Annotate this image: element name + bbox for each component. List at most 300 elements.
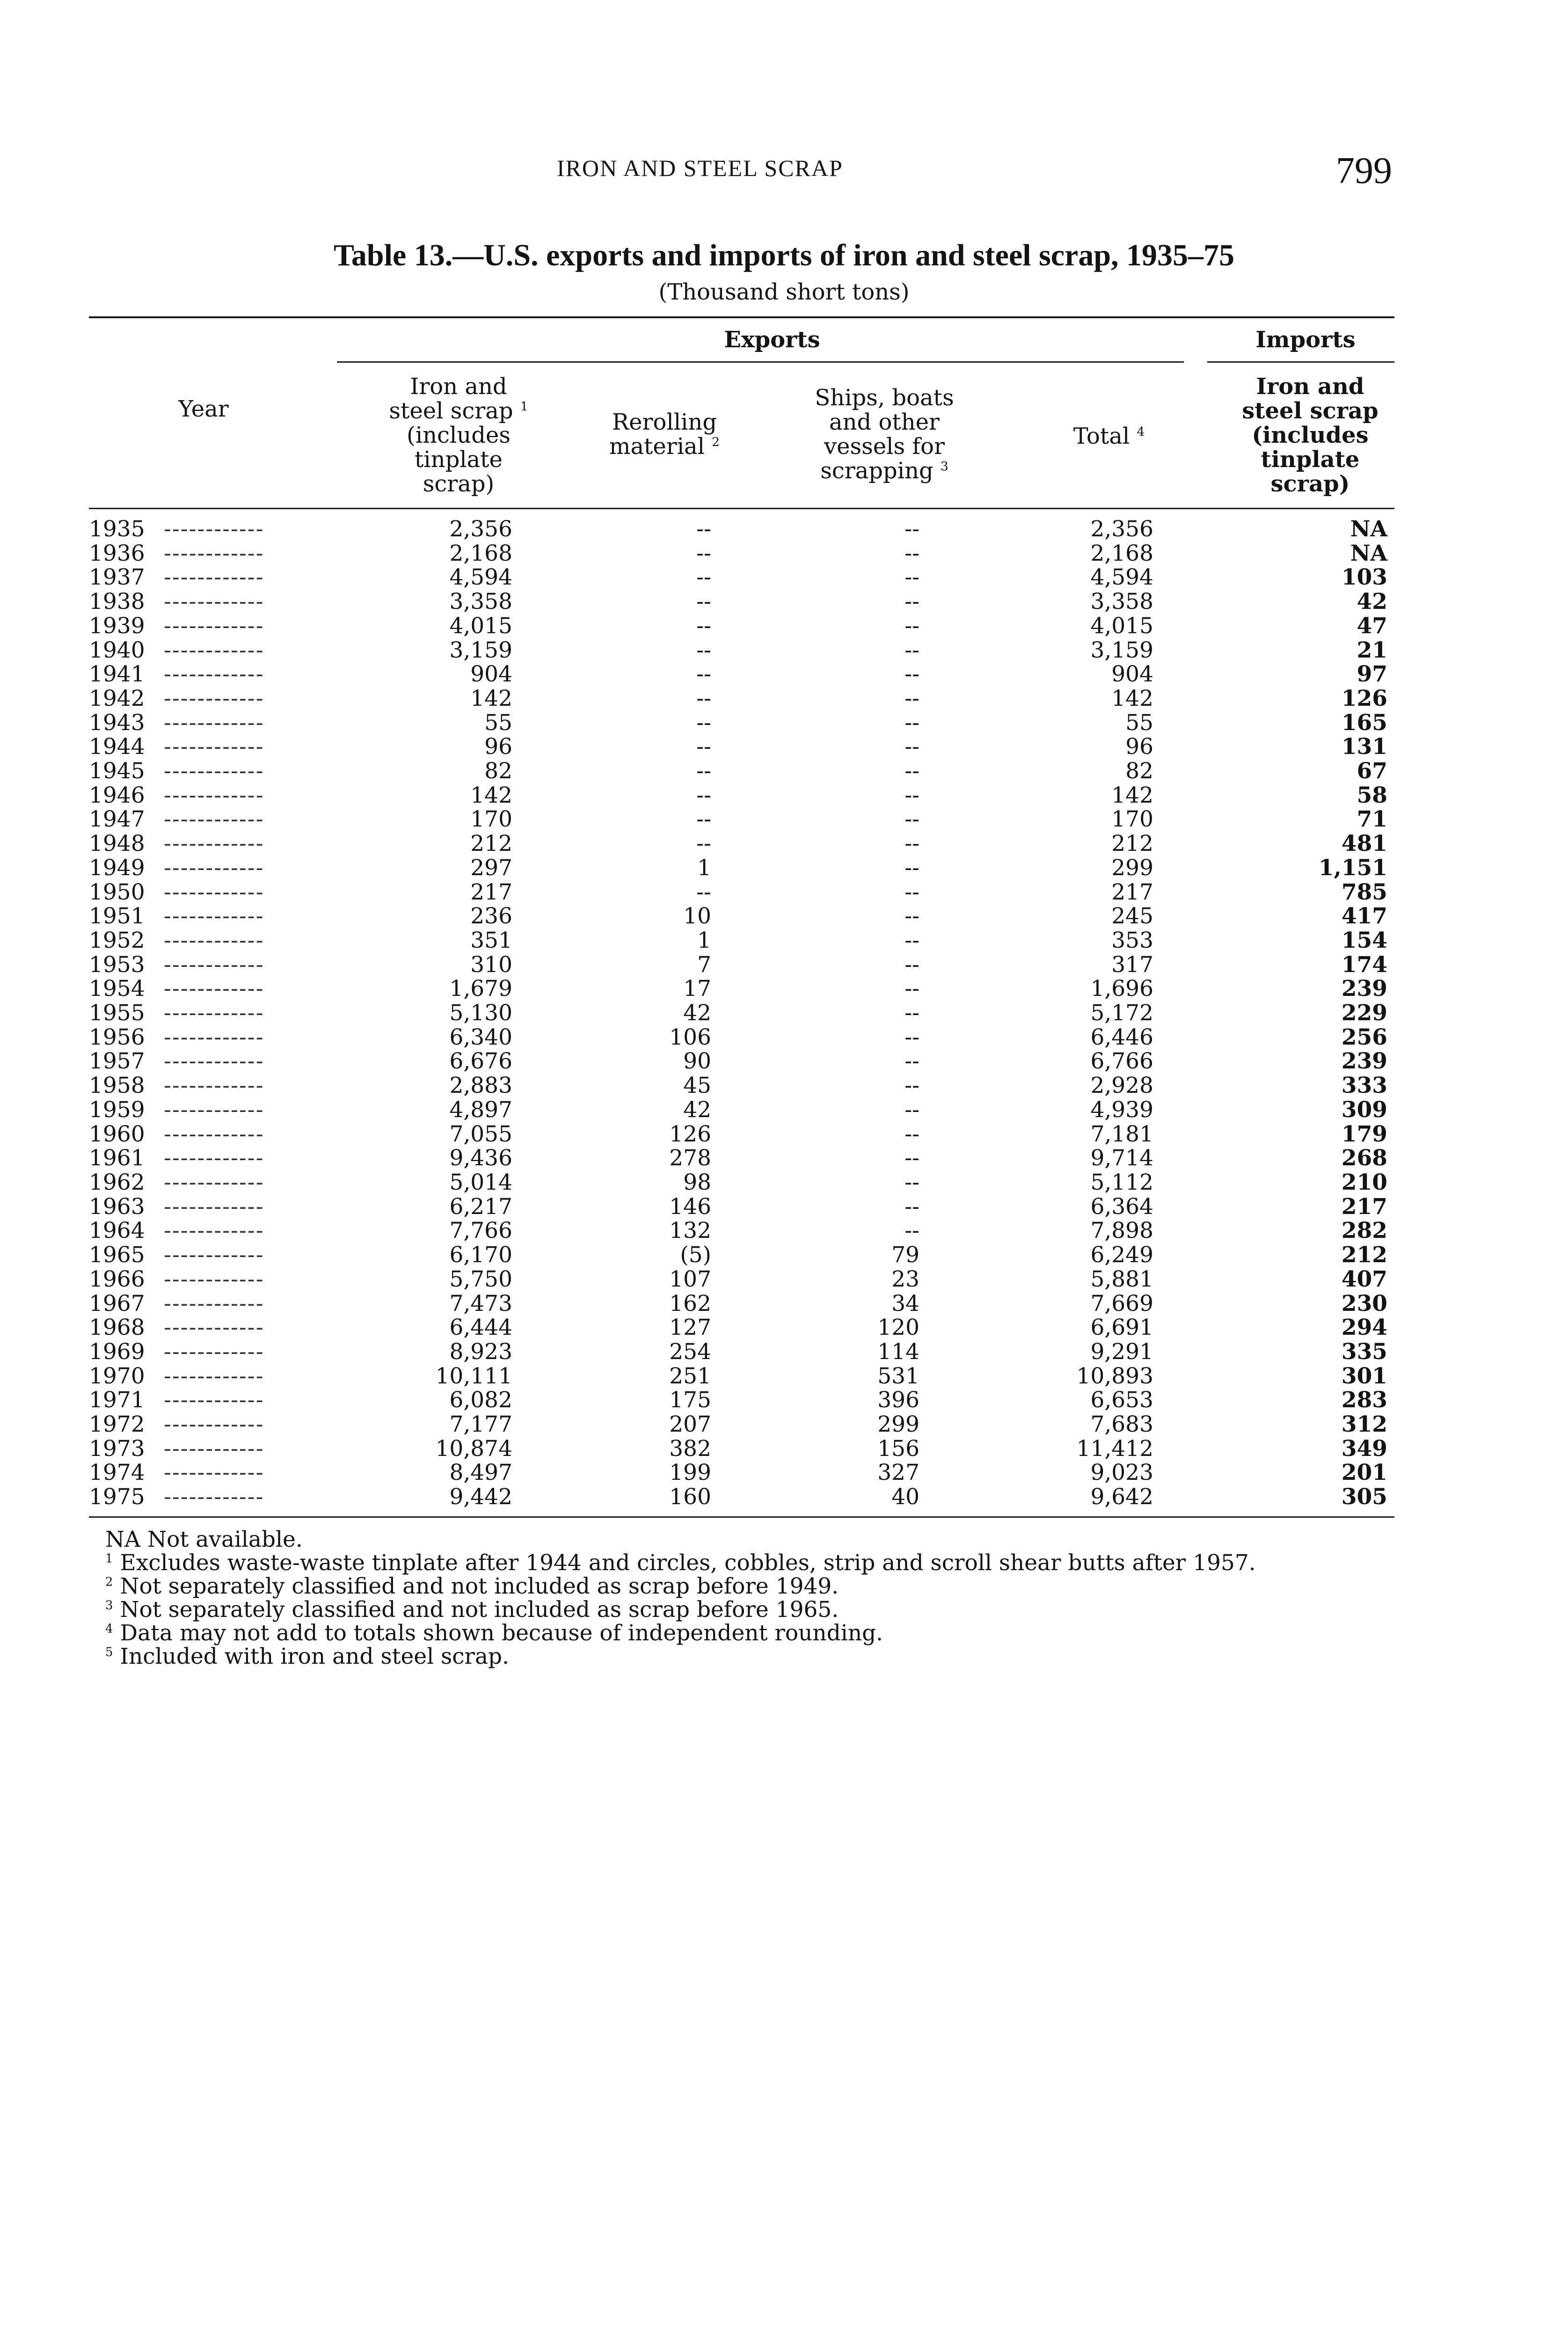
rerolling-cell: 10 (683, 903, 711, 929)
rerolling-cell: 1 (697, 927, 711, 953)
leader-dots: ------------ (164, 1169, 264, 1195)
imports-cell: 301 (1341, 1363, 1387, 1389)
rerolling-cell: -- (696, 637, 711, 663)
leader-dots: ------------ (164, 1290, 264, 1316)
year-cell: 1974 (89, 1460, 145, 1486)
scrap-header-line: (includes (407, 422, 511, 448)
leader-dots: ------------ (164, 540, 264, 566)
total-cell: 82 (1125, 758, 1153, 784)
imports-cell: 42 (1357, 589, 1387, 615)
year-cell: 1949 (89, 855, 145, 881)
total-cell: 9,714 (1090, 1145, 1153, 1171)
ships-cell: -- (904, 1000, 919, 1026)
imports-cell: 47 (1357, 613, 1387, 639)
rerolling-cell: -- (696, 758, 711, 784)
leader-dots: ------------ (164, 1411, 264, 1438)
leader-dots: ------------ (164, 951, 264, 978)
table-row (89, 1025, 1387, 1050)
year-cell: 1939 (89, 613, 145, 639)
rerolling-cell: 7 (697, 951, 711, 978)
scrap-cell: 2,168 (449, 540, 512, 566)
rerolling-cell: (5) (680, 1242, 711, 1268)
scrap-cell: 217 (470, 879, 512, 905)
total-cell: 212 (1111, 831, 1153, 857)
year-cell: 1935 (89, 516, 145, 542)
scrap-cell: 4,897 (449, 1097, 512, 1123)
total-cell: 11,412 (1076, 1435, 1153, 1462)
leader-dots: ------------ (164, 564, 264, 591)
year-cell: 1955 (89, 1000, 145, 1026)
exports-group-header: Exports (724, 327, 820, 353)
year-cell: 1946 (89, 782, 145, 808)
scrap-column-header (370, 374, 547, 496)
imports-cell: 103 (1341, 564, 1387, 591)
imports-header-line: (includes (1252, 422, 1369, 448)
leader-dots: ------------ (164, 613, 264, 639)
leader-dots: ------------ (164, 1073, 264, 1099)
ships-cell: -- (904, 903, 919, 929)
leader-dots: ------------ (164, 903, 264, 929)
scrap-cell: 297 (470, 855, 512, 881)
scrap-header-line: scrap) (423, 471, 495, 497)
scrap-cell: 8,923 (449, 1338, 512, 1365)
leader-dots: ------------ (164, 927, 264, 953)
leader-dots: ------------ (164, 1460, 264, 1486)
table-row (89, 638, 1387, 663)
rerolling-cell: 160 (669, 1484, 711, 1510)
imports-cell: 174 (1341, 951, 1387, 978)
year-cell: 1973 (89, 1435, 145, 1462)
header-rule (89, 508, 1394, 509)
rerolling-cell: 1 (697, 855, 711, 881)
imports-cell: 239 (1341, 1048, 1387, 1075)
total-cell: 142 (1111, 782, 1153, 808)
leader-dots: ------------ (164, 1121, 264, 1147)
ships-cell: 34 (891, 1290, 919, 1316)
leader-dots: ------------ (164, 976, 264, 1002)
bottom-rule (89, 1516, 1394, 1518)
ships-cell: -- (904, 1169, 919, 1195)
leader-dots: ------------ (164, 709, 264, 736)
imports-underline (1207, 361, 1394, 363)
table-row (89, 1146, 1387, 1170)
ships-cell: 156 (877, 1435, 919, 1462)
ships-cell: -- (904, 831, 919, 857)
scrap-cell: 9,442 (449, 1484, 512, 1510)
year-cell: 1957 (89, 1048, 145, 1075)
total-cell: 4,015 (1090, 613, 1153, 639)
leader-dots: ------------ (164, 661, 264, 687)
ships-cell: -- (904, 516, 919, 542)
table-title: Table 13.—U.S. exports and imports of iron and steel scrap, 1935–75 (333, 238, 1235, 272)
scrap-cell: 7,766 (449, 1218, 512, 1244)
table-row (89, 517, 1387, 541)
leader-dots: ------------ (164, 589, 264, 615)
table-row (89, 1340, 1387, 1364)
leader-dots: ------------ (164, 637, 264, 663)
scrap-header-line: Iron and (410, 373, 507, 400)
year-cell: 1975 (89, 1484, 145, 1510)
table-row (89, 1267, 1387, 1292)
scrap-cell: 170 (470, 806, 512, 833)
scrap-cell: 6,170 (449, 1242, 512, 1268)
table-row (89, 1098, 1387, 1122)
total-cell: 299 (1111, 855, 1153, 881)
ships-cell: 120 (877, 1315, 919, 1341)
imports-cell: 154 (1341, 927, 1387, 953)
ships-cell: -- (904, 1097, 919, 1123)
year-cell: 1952 (89, 927, 145, 953)
total-cell: 6,364 (1090, 1193, 1153, 1220)
imports-cell: 67 (1357, 758, 1387, 784)
table-row (89, 832, 1387, 856)
total-cell: 9,023 (1090, 1460, 1153, 1486)
table-row (89, 856, 1387, 880)
scrap-cell: 9,436 (449, 1145, 512, 1171)
leader-dots: ------------ (164, 1338, 264, 1365)
imports-cell: NA (1350, 516, 1387, 542)
year-cell: 1969 (89, 1338, 145, 1365)
rerolling-cell: 278 (669, 1145, 711, 1171)
rerolling-cell: 382 (669, 1435, 711, 1462)
table-row (89, 1292, 1387, 1316)
scrap-cell: 351 (470, 927, 512, 953)
rerolling-cell: -- (696, 516, 711, 542)
rerolling-header-line: Rerolling (612, 409, 717, 435)
rerolling-cell: 146 (669, 1193, 711, 1220)
imports-header-line: Iron and (1256, 373, 1364, 400)
imports-header-line: tinplate (1261, 446, 1360, 473)
scrap-cell: 3,358 (449, 589, 512, 615)
rerolling-cell: -- (696, 661, 711, 687)
ships-cell: -- (904, 927, 919, 953)
table-row (89, 541, 1387, 566)
imports-cell: 201 (1341, 1460, 1387, 1486)
rerolling-cell: 251 (669, 1363, 711, 1389)
ships-cell: -- (904, 1048, 919, 1075)
year-cell: 1970 (89, 1363, 145, 1389)
scrap-cell: 96 (484, 734, 512, 760)
imports-cell: 282 (1341, 1218, 1387, 1244)
imports-cell: 229 (1341, 1000, 1387, 1026)
rerolling-cell: 162 (669, 1290, 711, 1316)
leader-dots: ------------ (164, 516, 264, 542)
rerolling-cell: 106 (669, 1024, 711, 1050)
ships-cell: -- (904, 564, 919, 591)
footnote-1: $^1$ Excludes waste-waste tinplate after 1944 and circles, cobbles, strip and scroll shear butts after 1957. (105, 1550, 1256, 1576)
rerolling-cell: 175 (669, 1387, 711, 1413)
scrap-header-line: tinplate (415, 446, 503, 473)
rerolling-cell: -- (696, 685, 711, 711)
imports-group-header: Imports (1255, 327, 1356, 353)
year-cell: 1950 (89, 879, 145, 905)
scrap-cell: 310 (470, 951, 512, 978)
ships-header-line: scrapping $^3$ (820, 458, 948, 484)
imports-cell: 349 (1341, 1435, 1387, 1462)
year-cell: 1956 (89, 1024, 145, 1050)
scrap-cell: 8,497 (449, 1460, 512, 1486)
total-cell: 6,653 (1090, 1387, 1153, 1413)
year-cell: 1954 (89, 976, 145, 1002)
rerolling-cell: -- (696, 831, 711, 857)
running-head: IRON AND STEEL SCRAP (557, 155, 843, 181)
total-cell: 2,356 (1090, 516, 1153, 542)
rerolling-cell: 42 (683, 1000, 711, 1026)
rerolling-cell: -- (696, 540, 711, 566)
total-cell: 245 (1111, 903, 1153, 929)
ships-cell: -- (904, 951, 919, 978)
table-row (89, 904, 1387, 929)
total-cell: 6,446 (1090, 1024, 1153, 1050)
total-cell: 5,881 (1090, 1266, 1153, 1292)
total-column-header: Total $^4$ (1073, 423, 1145, 449)
ships-cell: -- (904, 855, 919, 881)
ships-cell: 531 (877, 1363, 919, 1389)
scrap-cell: 7,473 (449, 1290, 512, 1316)
imports-cell: 97 (1357, 661, 1387, 687)
table-subtitle: (Thousand short tons) (658, 279, 910, 305)
total-cell: 904 (1111, 661, 1153, 687)
table-row (89, 590, 1387, 614)
table-row (89, 929, 1387, 953)
total-cell: 353 (1111, 927, 1153, 953)
year-cell: 1963 (89, 1193, 145, 1220)
table-row (89, 1074, 1387, 1098)
imports-cell: 230 (1341, 1290, 1387, 1316)
scrap-header-line: steel scrap $^1$ (389, 398, 528, 424)
table-row (89, 1461, 1387, 1485)
ships-cell: -- (904, 1218, 919, 1244)
rerolling-cell: -- (696, 879, 711, 905)
ships-cell: 299 (877, 1411, 919, 1438)
total-cell: 3,159 (1090, 637, 1153, 663)
data-table (89, 517, 1387, 1509)
rerolling-cell: -- (696, 564, 711, 591)
scrap-cell: 7,177 (449, 1411, 512, 1438)
table-row (89, 1122, 1387, 1147)
imports-cell: 407 (1341, 1266, 1387, 1292)
imports-cell: 256 (1341, 1024, 1387, 1050)
imports-cell: 283 (1341, 1387, 1387, 1413)
table-row (89, 614, 1387, 638)
scrap-cell: 142 (470, 782, 512, 808)
imports-header-line: steel scrap (1242, 398, 1378, 424)
leader-dots: ------------ (164, 1484, 264, 1510)
scrap-cell: 5,130 (449, 1000, 512, 1026)
imports-cell: 333 (1341, 1073, 1387, 1099)
ships-cell: -- (904, 613, 919, 639)
leader-dots: ------------ (164, 1097, 264, 1123)
year-column-header: Year (178, 396, 229, 422)
imports-cell: 239 (1341, 976, 1387, 1002)
scrap-cell: 6,082 (449, 1387, 512, 1413)
imports-cell: 312 (1341, 1411, 1387, 1438)
ships-cell: -- (904, 782, 919, 808)
total-cell: 7,898 (1090, 1218, 1153, 1244)
year-cell: 1941 (89, 661, 145, 687)
ships-cell: -- (904, 589, 919, 615)
ships-cell: -- (904, 1121, 919, 1147)
scrap-cell: 10,111 (435, 1363, 512, 1389)
scrap-cell: 5,014 (449, 1169, 512, 1195)
rerolling-cell: 132 (669, 1218, 711, 1244)
year-cell: 1938 (89, 589, 145, 615)
top-rule (89, 316, 1394, 318)
ships-cell: 40 (891, 1484, 919, 1510)
imports-cell: 71 (1357, 806, 1387, 833)
rerolling-cell: 199 (669, 1460, 711, 1486)
leader-dots: ------------ (164, 1024, 264, 1050)
table-row (89, 735, 1387, 759)
rerolling-column-header (590, 410, 739, 459)
leader-dots: ------------ (164, 831, 264, 857)
leader-dots: ------------ (164, 1000, 264, 1026)
leader-dots: ------------ (164, 1387, 264, 1413)
rerolling-cell: -- (696, 806, 711, 833)
rerolling-cell: 17 (683, 976, 711, 1002)
ships-cell: -- (904, 661, 919, 687)
ships-header-line: vessels for (824, 433, 945, 460)
rerolling-cell: -- (696, 782, 711, 808)
imports-cell: 212 (1341, 1242, 1387, 1268)
year-cell: 1966 (89, 1266, 145, 1292)
leader-dots: ------------ (164, 879, 264, 905)
table-row (89, 687, 1387, 711)
year-cell: 1944 (89, 734, 145, 760)
ships-cell: -- (904, 685, 919, 711)
leader-dots: ------------ (164, 1218, 264, 1244)
table-row (89, 783, 1387, 808)
year-cell: 1967 (89, 1290, 145, 1316)
ships-cell: -- (904, 734, 919, 760)
scrap-cell: 6,217 (449, 1193, 512, 1220)
table-row (89, 807, 1387, 832)
footnote-na: NA Not available. (105, 1527, 303, 1552)
scrap-cell: 904 (470, 661, 512, 687)
year-cell: 1964 (89, 1218, 145, 1244)
scrap-cell: 55 (484, 709, 512, 736)
footnotes (91, 1528, 1392, 1668)
footnote-5: $^5$ Included with iron and steel scrap. (105, 1644, 510, 1669)
imports-cell: 417 (1341, 903, 1387, 929)
table-row (89, 759, 1387, 783)
imports-cell: 131 (1341, 734, 1387, 760)
rerolling-cell: -- (696, 589, 711, 615)
total-cell: 7,669 (1090, 1290, 1153, 1316)
imports-cell: 481 (1341, 831, 1387, 857)
year-cell: 1947 (89, 806, 145, 833)
scrap-cell: 82 (484, 758, 512, 784)
table-row (89, 662, 1387, 687)
rerolling-cell: -- (696, 734, 711, 760)
ships-cell: -- (904, 806, 919, 833)
year-cell: 1953 (89, 951, 145, 978)
year-cell: 1942 (89, 685, 145, 711)
table-row (89, 880, 1387, 905)
table-row (89, 1364, 1387, 1389)
year-cell: 1958 (89, 1073, 145, 1099)
ships-column-header (791, 386, 978, 483)
scrap-cell: 212 (470, 831, 512, 857)
page-header (0, 150, 1568, 201)
imports-cell: 305 (1341, 1484, 1387, 1510)
total-cell: 170 (1111, 806, 1153, 833)
table-row (89, 1219, 1387, 1243)
scrap-cell: 6,340 (449, 1024, 512, 1050)
rerolling-cell: 90 (683, 1048, 711, 1075)
leader-dots: ------------ (164, 685, 264, 711)
scrap-cell: 6,444 (449, 1315, 512, 1341)
year-cell: 1943 (89, 709, 145, 736)
leader-dots: ------------ (164, 1193, 264, 1220)
total-cell: 6,249 (1090, 1242, 1153, 1268)
total-cell: 3,358 (1090, 589, 1153, 615)
scrap-cell: 10,874 (435, 1435, 512, 1462)
ships-cell: -- (904, 976, 919, 1002)
scrap-cell: 142 (470, 685, 512, 711)
table-row (89, 1485, 1387, 1509)
ships-cell: 23 (891, 1266, 919, 1292)
ships-cell: -- (904, 540, 919, 566)
leader-dots: ------------ (164, 1048, 264, 1075)
rerolling-cell: -- (696, 709, 711, 736)
scrap-cell: 1,679 (449, 976, 512, 1002)
ships-cell: -- (904, 1073, 919, 1099)
scrap-cell: 2,356 (449, 516, 512, 542)
scrap-cell: 236 (470, 903, 512, 929)
year-cell: 1959 (89, 1097, 145, 1123)
rerolling-cell: -- (696, 613, 711, 639)
year-cell: 1937 (89, 564, 145, 591)
table-row (89, 1195, 1387, 1219)
scrap-cell: 4,015 (449, 613, 512, 639)
scrap-cell: 5,750 (449, 1266, 512, 1292)
year-cell: 1968 (89, 1315, 145, 1341)
rerolling-cell: 207 (669, 1411, 711, 1438)
ships-cell: -- (904, 709, 919, 736)
total-cell: 142 (1111, 685, 1153, 711)
total-cell: 4,939 (1090, 1097, 1153, 1123)
year-cell: 1948 (89, 831, 145, 857)
year-cell: 1936 (89, 540, 145, 566)
scrap-cell: 4,594 (449, 564, 512, 591)
table-row (89, 1316, 1387, 1340)
year-cell: 1961 (89, 1145, 145, 1171)
rerolling-cell: 107 (669, 1266, 711, 1292)
rerolling-cell: 254 (669, 1338, 711, 1365)
rerolling-header-line: material $^2$ (609, 433, 720, 460)
ships-header-line: Ships, boats (815, 385, 954, 411)
total-cell: 217 (1111, 879, 1153, 905)
year-cell: 1972 (89, 1411, 145, 1438)
imports-cell: 309 (1341, 1097, 1387, 1123)
table-row (89, 953, 1387, 977)
table-row (89, 1049, 1387, 1074)
imports-cell: 217 (1341, 1193, 1387, 1220)
ships-header-line: and other (829, 409, 940, 435)
leader-dots: ------------ (164, 1145, 264, 1171)
total-cell: 4,594 (1090, 564, 1153, 591)
total-cell: 6,766 (1090, 1048, 1153, 1075)
table-row (89, 565, 1387, 590)
total-cell: 5,172 (1090, 1000, 1153, 1026)
year-cell: 1962 (89, 1169, 145, 1195)
year-cell: 1945 (89, 758, 145, 784)
ships-cell: -- (904, 1193, 919, 1220)
rerolling-cell: 127 (669, 1315, 711, 1341)
leader-dots: ------------ (164, 1266, 264, 1292)
scrap-cell: 7,055 (449, 1121, 512, 1147)
